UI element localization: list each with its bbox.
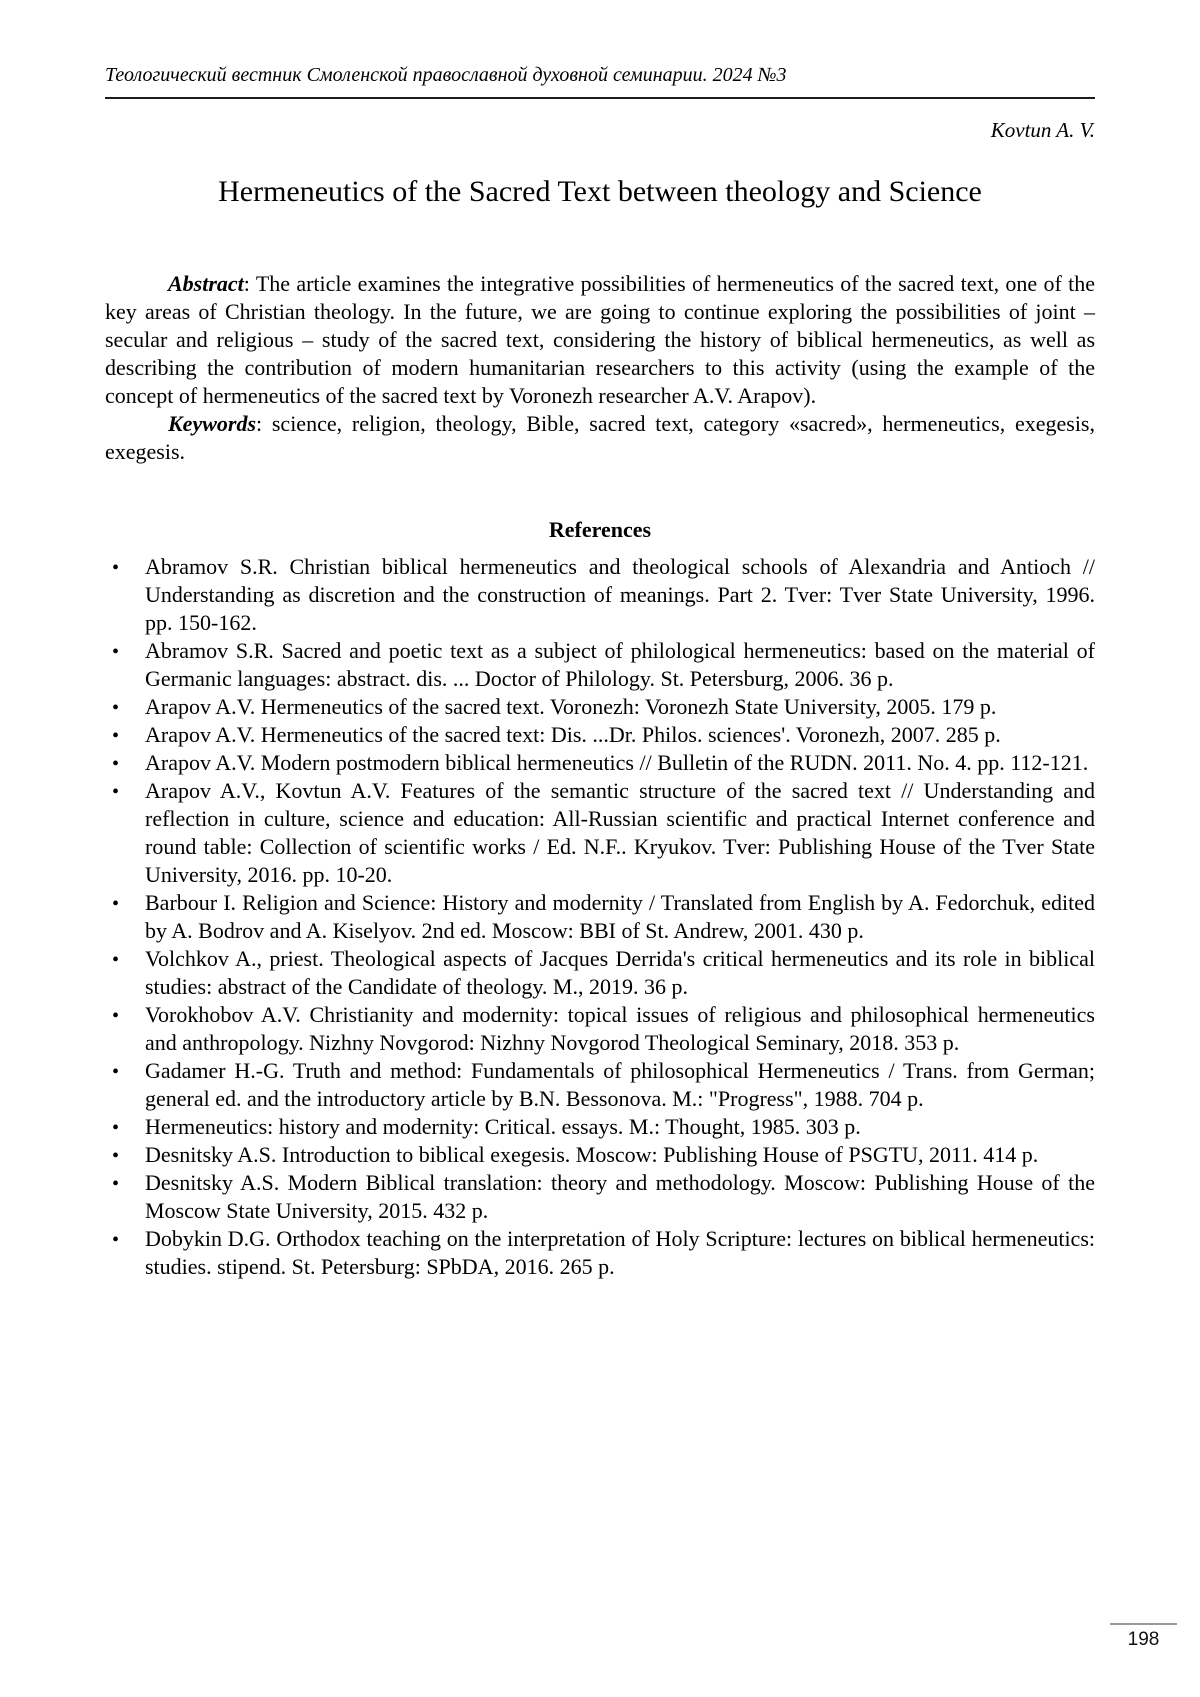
reference-item xyxy=(105,1225,1095,1281)
page-footer xyxy=(1110,1623,1177,1652)
abstract-label: Abstract xyxy=(168,271,244,296)
reference-item xyxy=(105,721,1095,749)
bullet-icon: • xyxy=(112,697,120,719)
abstract-text: : The article examines the integrative possibilities of hermeneutics of the sacred text, one of the key areas of Christian theology. In the future, we are going to continue exploring the possibilities of joint – secular and religious – study of the sacred text, considering the history of biblical hermeneutics, as well as describing the contribution of modern humanitarian researchers to this activity (using the example of the concept of hermeneutics of the sacred text by Voronezh researcher A.V. Arapov). xyxy=(105,271,1095,408)
article-title: Hermeneutics of the Sacred Text between theology and Science xyxy=(218,175,982,208)
reference-text: Arapov A.V., Kovtun A.V. Features of the semantic structure of the sacred text // Understanding and reflection in culture, science and education: All-Russian scientific and practical Internet conference and round table: Collection of scientific works / Ed. N.F.. Kryukov. Tver: Publishing House of the Tver State University, 2016. pp. 10-20. xyxy=(145,778,1095,887)
reference-text: Arapov A.V. Modern postmodern biblical hermeneutics // Bulletin of the RUDN. 2011. No. 4. pp. 112-121. xyxy=(145,750,1089,775)
bullet-icon: • xyxy=(112,641,120,663)
abstract-paragraph xyxy=(105,270,1095,410)
bullet-icon: • xyxy=(112,1005,120,1027)
keywords-label: Keywords xyxy=(168,411,256,436)
bullet-icon: • xyxy=(112,1229,120,1251)
bullet-icon: • xyxy=(112,557,120,579)
author-name: Kovtun A. V. xyxy=(990,118,1095,142)
bullet-icon: • xyxy=(112,1061,120,1083)
reference-text: Arapov A.V. Hermeneutics of the sacred text: Dis. ...Dr. Philos. sciences'. Voronezh, 2007. 285 p. xyxy=(145,722,1001,747)
bullet-icon: • xyxy=(112,1117,120,1139)
reference-item xyxy=(105,1169,1095,1225)
reference-text: Gadamer H.-G. Truth and method: Fundamentals of philosophical Hermeneutics / Trans. from German; general ed. and the introductory article by B.N. Bessonova. M.: "Progress", 1988. 704 p. xyxy=(145,1058,1095,1111)
page-number: 198 xyxy=(1127,1629,1160,1650)
reference-text: Barbour I. Religion and Science: History and modernity / Translated from English by A. Fedorchuk, edited by A. Bodrov and A. Kiselyov. 2nd ed. Moscow: BBI of St. Andrew, 2001. 430 p. xyxy=(145,890,1095,943)
reference-item xyxy=(105,1001,1095,1057)
bullet-icon: • xyxy=(112,781,120,803)
bullet-icon: • xyxy=(112,725,120,747)
reference-text: Abramov S.R. Sacred and poetic text as a subject of philological hermeneutics: based on the material of Germanic languages: abstract. dis. ... Doctor of Philology. St. Petersburg, 2006. 36 p. xyxy=(145,638,1095,691)
references-list xyxy=(105,553,1095,1281)
reference-text: Abramov S.R. Christian biblical hermeneutics and theological schools of Alexandria and Antioch // Understanding as discretion and the construction of meanings. Part 2. Tver: Tver State University, 1996. pp. 150-162. xyxy=(145,554,1095,635)
reference-text: Hermeneutics: history and modernity: Critical. essays. M.: Thought, 1985. 303 p. xyxy=(145,1114,861,1139)
bullet-icon: • xyxy=(112,1173,120,1195)
reference-item xyxy=(105,749,1095,777)
reference-item xyxy=(105,1113,1095,1141)
reference-item xyxy=(105,637,1095,693)
reference-item xyxy=(105,945,1095,1001)
reference-item xyxy=(105,1141,1095,1169)
reference-item xyxy=(105,1057,1095,1113)
journal-header: Теологический вестник Смоленской православной духовной семинарии. 2024 №3 xyxy=(105,62,1095,99)
reference-text: Desnitsky A.S. Introduction to biblical exegesis. Moscow: Publishing House of PSGTU, 2011. 414 p. xyxy=(145,1142,1039,1167)
references-heading: References xyxy=(548,517,652,542)
reference-text: Arapov A.V. Hermeneutics of the sacred text. Voronezh: Voronezh State University, 2005. 179 p. xyxy=(145,694,997,719)
bullet-icon: • xyxy=(112,1145,120,1167)
keywords-text: : science, religion, theology, Bible, sacred text, category «sacred», hermeneutics, exegesis, exegesis. xyxy=(105,411,1095,464)
reference-text: Dobykin D.G. Orthodox teaching on the interpretation of Holy Scripture: lectures on biblical hermeneutics: studies. stipend. St. Petersburg: SPbDA, 2016. 265 p. xyxy=(145,1226,1095,1279)
reference-item xyxy=(105,889,1095,945)
reference-text: Desnitsky A.S. Modern Biblical translation: theory and methodology. Moscow: Publishing House of the Moscow State University, 2015. 432 p. xyxy=(145,1170,1095,1223)
bullet-icon: • xyxy=(112,893,120,915)
reference-item xyxy=(105,553,1095,637)
reference-item xyxy=(105,777,1095,889)
reference-item xyxy=(105,693,1095,721)
reference-text: Volchkov A., priest. Theological aspects of Jacques Derrida's critical hermeneutics and its role in biblical studies: abstract of the Candidate of theology. M., 2019. 36 p. xyxy=(145,946,1095,999)
keywords-paragraph xyxy=(105,410,1095,466)
bullet-icon: • xyxy=(112,949,120,971)
reference-text: Vorokhobov A.V. Christianity and modernity: topical issues of religious and philosophical hermeneutics and anthropology. Nizhny Novgorod: Nizhny Novgorod Theological Seminary, 2018. 353 p. xyxy=(145,1002,1095,1055)
bullet-icon: • xyxy=(112,753,120,775)
